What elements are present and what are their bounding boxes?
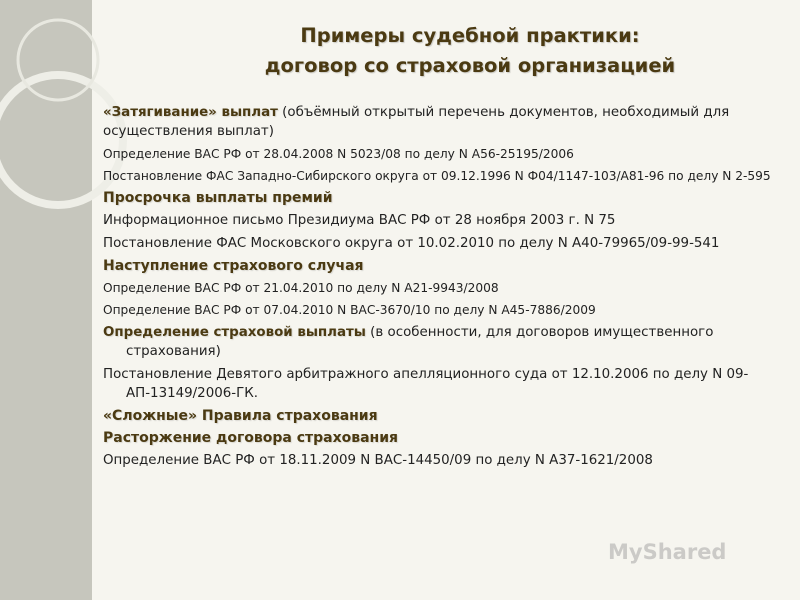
slide-title: [150, 21, 790, 81]
item-heading: «Затягивание» выплат: [103, 105, 278, 120]
list-item: [103, 429, 788, 448]
list-item: [103, 407, 788, 426]
list-item: Определение ВАС РФ от 28.04.2008 N 5023/08 по делу N А56-25195/2006: [103, 147, 574, 161]
list-item: Определение ВАС РФ от 07.04.2010 N ВАС-3670/10 по делу N А45-7886/2009: [103, 303, 596, 317]
item-heading: Расторжение договора страхования: [103, 430, 399, 446]
list-item: [103, 323, 788, 361]
title-line-1: Примеры судебной практики:: [300, 24, 640, 47]
list-item: [103, 189, 788, 208]
list-item: Информационное письмо Президиума ВАС РФ от 28 ноября 2003 г. N 75: [103, 213, 616, 228]
title-line-2: договор со страховой организацией: [264, 54, 676, 77]
item-description: (объёмный открытый перечень документов, необходимый для осуществления выплат): [103, 105, 730, 139]
item-heading: Определение страховой выплаты: [103, 325, 366, 340]
deco-circle-small: [18, 20, 98, 100]
item-heading: «Сложные» Правила страхования: [103, 408, 378, 424]
item-heading: Наступление страхового случая: [103, 258, 364, 274]
slide-content: [103, 103, 788, 474]
list-item: [103, 257, 788, 276]
item-heading: Просрочка выплаты премий: [103, 190, 333, 206]
watermark-logo: MyShared: [608, 540, 727, 564]
list-item: Определение ВАС РФ от 18.11.2009 N ВАС-14450/09 по делу N А37-1621/2008: [103, 453, 653, 468]
list-item: Постановление Девятого арбитражного апелляционного суда от 12.10.2006 по делу N 09-АП-13149/2006-ГК.: [103, 367, 749, 401]
item-description: (в особенности, для договоров имущественного страхования): [126, 325, 714, 359]
list-item: [103, 103, 788, 141]
list-item: Постановление ФАС Московского округа от 10.02.2010 по делу N А40-79965/09-99-541: [103, 236, 720, 251]
list-item: Постановление ФАС Западно-Сибирского округа от 09.12.1996 N Ф04/1147-103/А81-96 по делу N 2-595: [103, 169, 771, 183]
list-item: Определение ВАС РФ от 21.04.2010 по делу N А21-9943/2008: [103, 281, 499, 295]
